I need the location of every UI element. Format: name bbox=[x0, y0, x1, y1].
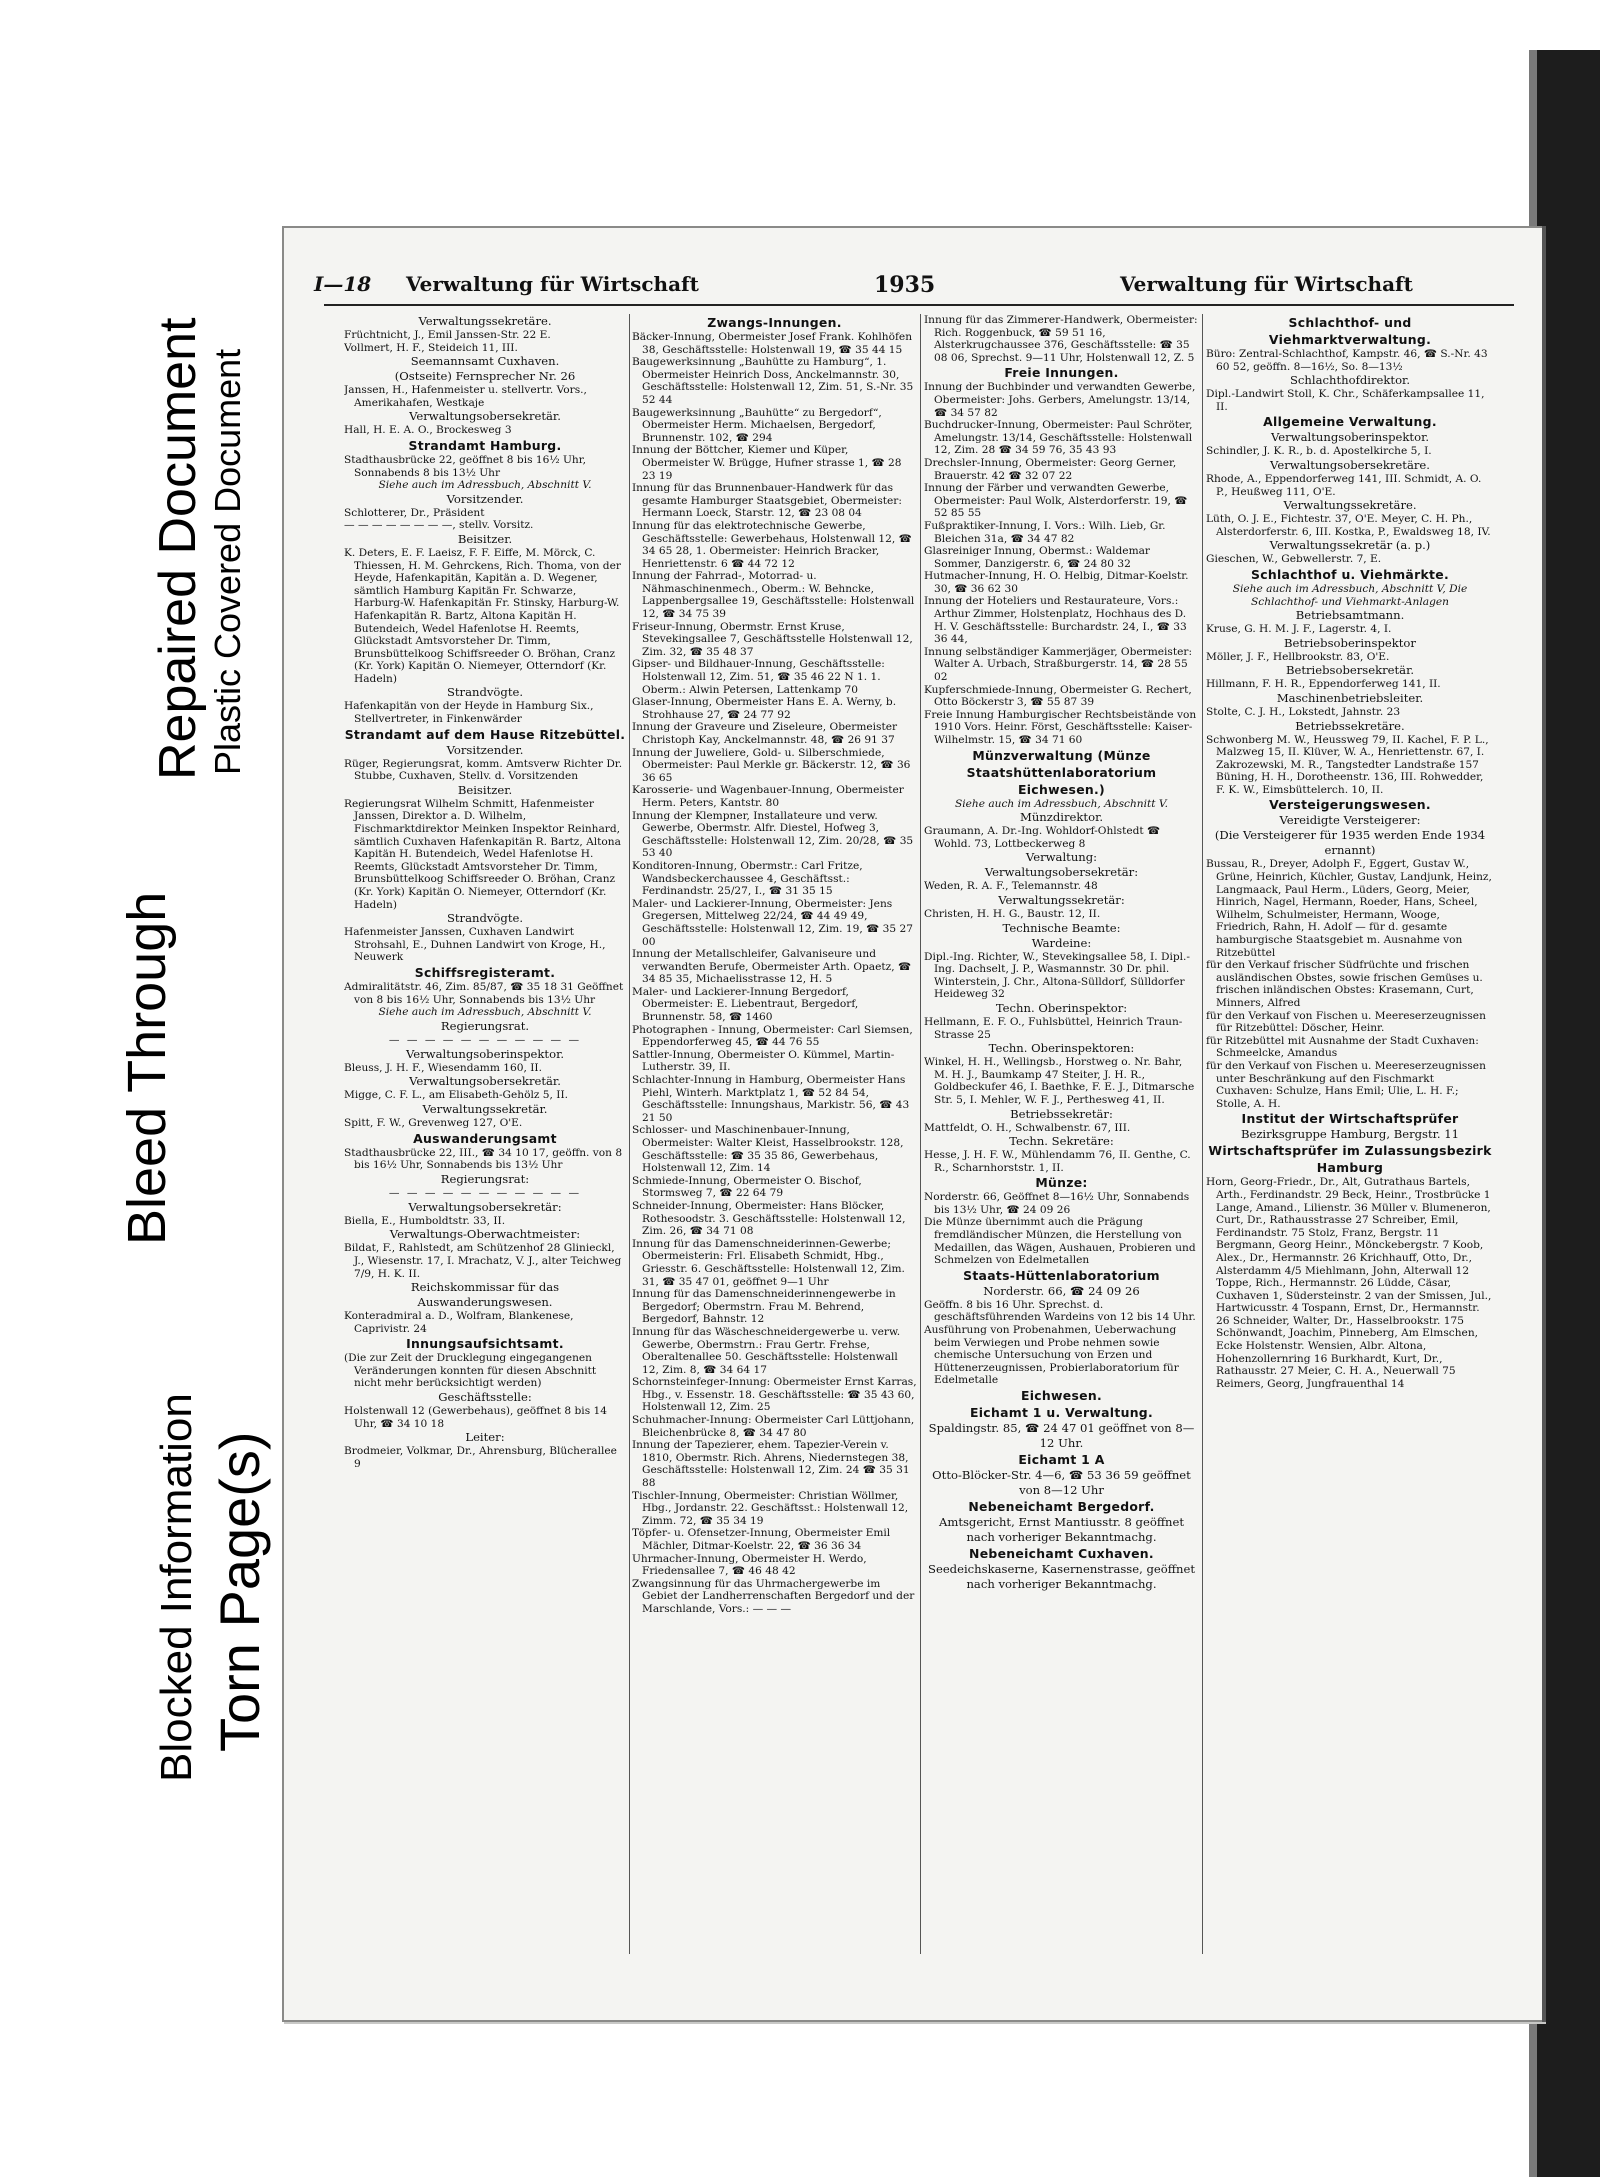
subheading: (Ostseite) Fernsprecher Nr. 26 bbox=[394, 369, 576, 384]
entry: Schindler, J. K. R., b. d. Apostelkirche 5, I. bbox=[1206, 445, 1432, 458]
entry: Brodmeier, Volkmar, Dr., Ahrensburg, Blücherallee 9 bbox=[344, 1445, 617, 1470]
entry: Tischler-Innung, Obermeister: Christian Wöllmer, Hbg., Jordanstr. 22. Geschäftsst.: Holstenwall 12, Zimm. 72, ☎ 35 34 19 bbox=[632, 1489, 909, 1527]
subheading: Verwaltungssekretär (a. p.) bbox=[1269, 538, 1431, 553]
entry: Schlotterer, Dr., Präsident bbox=[344, 506, 485, 519]
entry: Hall, H. E. A. O., Brockesweg 3 bbox=[344, 424, 512, 437]
subheading: Verwaltungsobersekretäre. bbox=[1270, 457, 1430, 472]
section-heading: Eichamt 1 A bbox=[1018, 1452, 1105, 1467]
entry: Hafenmeister Janssen, Cuxhaven Landwirt Strohsahl, E., Duhnen Landwirt von Kroge, H., Neuwerk bbox=[344, 926, 606, 964]
subheading: Vereidigte Versteigerer: bbox=[1279, 813, 1421, 828]
entry: Rüger, Regierungsrat, komm. Amtsverw Richter Dr. Stubbe, Cuxhaven, Stellv. d. Vorsitzenden bbox=[344, 757, 623, 783]
entry: Stolte, C. J. H., Lokstedt, Jahnstr. 23 bbox=[1206, 705, 1401, 718]
entry: für den Verkauf von Fischen u. Meereserzeugnissen für Ritzebüttel: Döscher, Heinr. bbox=[1206, 1009, 1486, 1035]
subheading: Regierungsrat: bbox=[440, 1171, 530, 1186]
column-divider bbox=[1202, 314, 1203, 1954]
subheading: (Die Versteigerer für 1935 werden Ende 1934 ernannt) bbox=[1214, 828, 1486, 858]
entry: Dipl.-Ing. Richter, W., Stevekingsallee 58, I. Dipl.-Ing. Dachselt, J. P., Wasmannstr. 30 Dr. phil. Winterstein, J. Chr., Altona-Sülldorf, Sülldorfer Heideweg 32 bbox=[924, 950, 1190, 1001]
column-divider bbox=[920, 314, 921, 1954]
scanned-page bbox=[282, 226, 1544, 2022]
entry: Hafenkapitän von der Heyde in Hamburg Six., Stellvertreter, in Finkenwärder bbox=[344, 700, 594, 726]
entry: Mattfeldt, O. H., Schwalbenstr. 67, III. bbox=[924, 1121, 1131, 1134]
entry: Stadthausbrücke 22, geöffnet 8 bis 16½ Uhr, Sonnabends 8 bis 13½ Uhr bbox=[344, 453, 587, 479]
subheading: Münzdirektor. bbox=[1019, 810, 1104, 825]
subheading: Maschinenbetriebsleiter. bbox=[1276, 690, 1424, 705]
entry: Biella, E., Humboldtstr. 33, II. bbox=[344, 1214, 506, 1227]
entry: Christen, H. H. G., Baustr. 12, II. bbox=[924, 907, 1101, 920]
entry: für Ritzebüttel mit Ausnahme der Stadt Cuxhaven: Schmeelcke, Amandus bbox=[1206, 1034, 1479, 1060]
subheading: Betriebsamtmann. bbox=[1295, 608, 1405, 623]
entry: Zwangsinnung für das Uhrmachergewerbe im Gebiet der Landherrenschaften Bergedorf und der Marschlande, Vors.: — — — bbox=[632, 1577, 915, 1615]
subheading: Beisitzer. bbox=[457, 782, 513, 797]
section-heading: Zwangs-Innungen. bbox=[707, 315, 842, 330]
entry: (Die zur Zeit der Drucklegung eingegangenen Veränderungen konnten für diesen Abschnitt nicht mehr berücksichtigt werden) bbox=[344, 1352, 597, 1390]
entry: Vollmert, H. F., Steideich 11, III. bbox=[344, 341, 518, 354]
entry: Kruse, G. H. M. J. F., Lagerstr. 4, I. bbox=[1206, 623, 1392, 636]
entry: für den Verkauf von Fischen u. Meereserzeugnissen unter Beschränkung auf den Fischmarkt Cuxhaven: Schulze, Hans Emil; Ulie, L. H. F.; Stolle, A. H. bbox=[1206, 1059, 1486, 1110]
header-title-right: Verwaltung für Wirtschaft bbox=[1120, 272, 1413, 296]
entry: Regierungsrat Wilhelm Schmitt, Hafenmeister Janssen, Direktor a. D. Wilhelm, Fischmarktdirektor Meinken Inspektor Reinhard, sämtlich Cuxhaven Hafenkapitän R. Bartz, Altona Kapitän H. Butendeich, Wedel Hafenlotse H. Reemts, Glückstadt Amtsvorsteher Dr. Timm, Brunsbüttelkoog Schiffsreeder O. Bröhan, Cranz (Kr. York) Kapitän O. Niemeyer, Otterndorf (Kr. Hadeln) bbox=[344, 797, 621, 911]
entry: Schneider-Innung, Obermeister: Hans Blöcker, Rothesoodstr. 3. Geschäftsstelle: Holstenwall 12, Zim. 26, ☎ 34 71 08 bbox=[632, 1199, 906, 1238]
entry: Winkel, H. H., Wellingsb., Horstweg o. Nr. Bahr, M. H. J., Baumkamp 47 Steiter, J. H. R., Goldbeckufer 46, I. Baethke, F. E. J., Ditmarsche Str. 5, I. Mehler, W. F. J., Perthesweg 41, II. bbox=[924, 1056, 1195, 1106]
entry: Innung für das Damenschneiderinnengewerbe in Bergedorf; Obermstrn. Frau M. Behrend, Bergedorf, Bahnstr. 12 bbox=[632, 1288, 896, 1326]
text-column-2 bbox=[632, 314, 917, 1964]
section-heading: Strandamt auf dem Hause Ritzebüttel. bbox=[344, 726, 626, 742]
entry: Janssen, H., Hafenmeister u. stellvertr. Vors., Amerikahafen, Westkaje bbox=[344, 384, 587, 409]
bleed-through-label: Bleed Through bbox=[117, 891, 177, 1245]
entry: für den Verkauf frischer Südfrüchte und frischen ausländischen Obstes, sowie frischen Gemüses u. frischen inländischen Obstes: Krasemann, Curt, Minners, Alfred bbox=[1206, 959, 1483, 1009]
subheading: Betriebsobersekretär. bbox=[1285, 663, 1415, 678]
subheading: Techn. Sekretäre: bbox=[1009, 1134, 1114, 1149]
section-heading: Münzverwaltung (Münze Staatshüttenlaboratorium Eichwesen.) bbox=[966, 747, 1157, 797]
entry: Baugewerksinnung „Bauhütte zu Hamburg“, 1. Obermeister Heinrich Doss, Anckelmannstr. 30, Geschäftsstelle: Holstenwall 12, Zim. 51, S.-Nr. 35 52 44 bbox=[632, 356, 914, 406]
subheading: Spaldingstr. 85, ☎ 24 47 01 geöffnet von 8—12 Uhr. bbox=[928, 1421, 1195, 1450]
entry: Innung der Klempner, Installateure und verw. Gewerbe, Obermstr. Alfr. Diestel, Hofweg 3, Geschäftsstelle: Holstenwall 12, Zim. 20/28, ☎ 35 53 40 bbox=[632, 809, 914, 860]
page-spine bbox=[1542, 226, 1546, 2022]
subheading: Wardeine: bbox=[1031, 935, 1092, 950]
vacant-line: — — — — — — — — — — — bbox=[388, 1033, 582, 1046]
text-column-4 bbox=[1206, 314, 1494, 1964]
cross-reference: Siehe auch im Adressbuch, Abschnitt V, Die Schlachthof- und Viehmarkt-Anlagen bbox=[1232, 582, 1468, 608]
subheading: Otto-Blöcker-Str. 4—6, ☎ 53 36 59 geöffnet von 8—12 Uhr bbox=[932, 1468, 1191, 1497]
entry: Innung der Färber und verwandten Gewerbe, Obermeister: Paul Wolk, Alsterdorferstr. 19, ☎ 52 85 55 bbox=[924, 482, 1188, 520]
entry: Ausführung von Probenahmen, Ueberwachung beim Verwiegen und Probe nehmen sowie chemische Untersuchung von Erzen und Hüttenerzeugnissen, Probierlaboratorium für Edelmetalle bbox=[924, 1324, 1179, 1387]
entry: Innung der Böttcher, Kiemer und Küper, Obermeister W. Brügge, Hufner strasse 1, ☎ 28 23 19 bbox=[632, 444, 902, 482]
entry: Freie Innung Hamburgischer Rechtsbeistände von 1910 Vors. Heinr. Först, Geschäftsstelle: Kaiser-Wilhelmstr. 15, ☎ 34 71 60 bbox=[924, 708, 1197, 746]
column-divider bbox=[629, 314, 630, 1954]
entry: Hellmann, E. F. O., Fuhlsbüttel, Heinrich Traun-Strasse 25 bbox=[924, 1015, 1183, 1041]
subheading: Betriebssekretär: bbox=[1010, 1106, 1113, 1121]
page-number: I—18 bbox=[314, 272, 372, 296]
subheading: Vorsitzender. bbox=[446, 491, 524, 506]
entry: Dipl.-Landwirt Stoll, K. Chr., Schäferkampsallee 11, II. bbox=[1206, 388, 1485, 413]
subheading: Norderstr. 66, ☎ 24 09 26 bbox=[983, 1283, 1140, 1298]
section-heading: Wirtschaftsprüfer im Zulassungsbezirk Hamburg bbox=[1208, 1143, 1492, 1176]
section-heading: Versteigerungswesen. bbox=[1269, 797, 1431, 813]
subheading: Bezirksgruppe Hamburg, Bergstr. 11 bbox=[1240, 1127, 1460, 1142]
entry: Hillmann, F. H. R., Eppendorferweg 141, II. bbox=[1206, 678, 1441, 691]
entry: Holstenwall 12 (Gewerbehaus), geöffnet 8 bis 14 Uhr, ☎ 34 10 18 bbox=[344, 1405, 607, 1430]
subheading: Verwaltungssekretär. bbox=[422, 1101, 548, 1116]
entry: Norderstr. 66, Geöffnet 8—16½ Uhr, Sonnabends bis 13½ Uhr, ☎ 24 09 26 bbox=[924, 1191, 1190, 1216]
subheading: Betriebssekretäre. bbox=[1295, 718, 1405, 733]
entry: Buchdrucker-Innung, Obermeister: Paul Schröter, Amelungstr. 13/14, Geschäftsstelle: Holstenwall 12, Zim. 28 ☎ 34 59 76, 35 43 93 bbox=[924, 419, 1193, 457]
subheading: Technische Beamte: bbox=[1002, 920, 1121, 935]
entry: Schuhmacher-Innung: Obermeister Carl Lüttjohann, Bleichenbrücke 8, ☎ 34 47 80 bbox=[632, 1414, 915, 1439]
section-heading: Nebeneichamt Bergedorf. bbox=[968, 1499, 1155, 1514]
entry: Büro: Zentral-Schlachthof, Kampstr. 46, ☎ S.-Nr. 43 60 52, geöffn. 8—16½, So. 8—13½ bbox=[1206, 348, 1488, 373]
entry: Maler- und Lackierer-Innung Bergedorf, Obermeister: E. Liebentraut, Bergedorf, Brunnenstr. 58, ☎ 1460 bbox=[632, 985, 859, 1024]
entry: Schlosser- und Maschinenbauer-Innung, Obermeister: Walter Kleist, Hasselbrookstr. 128, Geschäftsstelle: ☎ 35 35 86, Gewerbehaus, Holstenwall 12, Zim. 14 bbox=[632, 1124, 904, 1175]
entry: Gieschen, W., Gebwellerstr. 7, E. bbox=[1206, 553, 1382, 566]
cross-reference: Siehe auch im Adressbuch, Abschnitt V. bbox=[378, 1006, 592, 1019]
subheading: Techn. Oberinspektoren: bbox=[988, 1041, 1135, 1056]
subheading: Verwaltungs-Oberwachtmeister: bbox=[389, 1227, 581, 1242]
entry: Graumann, A. Dr.-Ing. Wohldorf-Ohlstedt ☎ Wohld. 73, Lottbeckerweg 8 bbox=[924, 825, 1161, 850]
entry: — — — — — — — —, stellv. Vorsitz. bbox=[344, 519, 534, 532]
section-heading: Münze: bbox=[1035, 1175, 1088, 1191]
entry: Möller, J. F., Hellbrookstr. 83, O'E. bbox=[1206, 650, 1390, 663]
entry: Spitt, F. W., Grevenweg 127, O'E. bbox=[344, 1116, 523, 1129]
entry: Innung für das Wäscheschneidergewerbe u. verw. Gewerbe, Obermstrn.: Frau Gertr. Frehse, Oberaltenallee 50. Geschäftsstelle: Holstenwall 12, Zim. 8, ☎ 34 64 17 bbox=[632, 1325, 901, 1376]
section-heading: Schlachthof- und Viehmarktverwaltung. bbox=[1268, 315, 1432, 347]
section-heading: Eichwesen. bbox=[1020, 1388, 1103, 1403]
subheading: Verwaltungsoberinspektor. bbox=[1270, 430, 1430, 445]
scan-edge bbox=[1537, 50, 1600, 2177]
entry: Drechsler-Innung, Obermeister: Georg Gerner, Brauerstr. 42 ☎ 32 07 22 bbox=[924, 456, 1177, 482]
entry: Schwonberg M. W., Heussweg 79, II. Kachel, F. P. L., Malzweg 15, II. Klüver, W. A., Henriettenstr. 67, I. Zakrozewski, M. R., Tangstedter Landstraße 157 Büning, H. H., Dorotheenstr. 136, III. Rohwedder, F. K. W., Eimsbüttelerch. 10, II. bbox=[1206, 733, 1489, 796]
entry: Sattler-Innung, Obermeister O. Kümmel, Martin-Lutherstr. 39, II. bbox=[632, 1048, 895, 1074]
entry: Innung der Hoteliers und Restaurateure, Vors.: Arthur Zimmer, Holstenplatz, Hochhaus des D. H. V. Geschäftsstelle: Burchardstr. 24, I., ☎ 33 36 44, bbox=[924, 595, 1187, 646]
subheading: Techn. Oberinspektor: bbox=[995, 1000, 1128, 1015]
section-heading: Schiffsregisteramt. bbox=[414, 964, 556, 980]
entry: Friseur-Innung, Obermstr. Ernst Kruse, Stevekingsallee 7, Geschäftsstelle Holstenwall 12, Zim. 32, ☎ 35 48 37 bbox=[632, 620, 913, 658]
entry: Maler- und Lackierer-Innung, Obermeister: Jens Gregersen, Mittelweg 22/24, ☎ 44 49 49, Geschäftsstelle: Holstenwall 12, Zim. 19, ☎ 35 27 00 bbox=[632, 897, 913, 948]
section-heading: Schlachthof u. Viehmärkte. bbox=[1251, 566, 1449, 582]
subheading: Verwaltungssekretäre. bbox=[1283, 498, 1417, 513]
entry: Stadthausbrücke 22, III., ☎ 34 10 17, geöffn. von 8 bis 16½ Uhr, Sonnabends bis 13½ Uhr bbox=[344, 1146, 623, 1172]
section-heading: Strandamt Hamburg. bbox=[408, 437, 562, 453]
entry: Horn, Georg-Friedr., Dr., Alt, Gutrathaus Bartels, Arth., Ferdinandstr. 29 Beck, Heinr., Trostbrücke 1 Lange, Amand., Lilienstr. 36 Müller v. Blumeneron, Curt, Dr., Rathausstrasse 27 Schreiber, Emil, Ferdinandstr. 75 Stolz, Franz, Bergstr. 11 Bergmann, Georg Heinr., Mönckebergstr. 7 Koob, Alex., Dr., Hermannstr. 26 Krichhauff, Otto, Dr., Alsterdamm 4/5 Miehlmann, John, Alterwall 12 Toppe, Rich., Hermannstr. 26 Lüdde, Cäsar, Cuxhaven 1, Südersteinstr. 2 van der Smissen, Jul., Hartwicusstr. 4 Tospann, Ernst, Dr., Hermannstr. 26 Schneider, Walter, Dr., Hasselbrookstr. 175 Schönwandt, Joachim, Pinneberg, Am Elmschen, Ecke Holstenstr. Wensien, Albr. Altona, Hohenzollernring 16 Burkhardt, Kurt, Dr., Rathausstr. 27 Meier, C. H. A., Neuerwall 75 Reimers, Georg, Jungfrauenthal 14 bbox=[1206, 1176, 1492, 1390]
section-heading: Innungsaufsichtsamt. bbox=[406, 1336, 564, 1352]
subheading: Seemannsamt Cuxhaven. bbox=[410, 354, 560, 369]
entry: Migge, C. F. L., am Elisabeth-Gehölz 5, II. bbox=[344, 1089, 569, 1102]
entry: Admiralitätstr. 46, Zim. 85/87, ☎ 35 18 31 Geöffnet von 8 bis 16½ Uhr, Sonnabends bis 13½ Uhr bbox=[344, 980, 624, 1006]
entry: Glasreiniger Innung, Obermst.: Waldemar Sommer, Danzigerstr. 6, ☎ 24 80 32 bbox=[924, 545, 1151, 570]
subheading: Beisitzer. bbox=[457, 531, 513, 546]
text-column-3 bbox=[924, 314, 1199, 1964]
section-heading: Institut der Wirtschaftsprüfer bbox=[1241, 1111, 1459, 1127]
entry: Fußpraktiker-Innung, I. Vors.: Wilh. Lieb, Gr. Bleichen 31a, ☎ 34 47 82 bbox=[924, 519, 1166, 545]
subheading: Strandvögte. bbox=[446, 685, 524, 700]
entry: Weden, R. A. F., Telemannstr. 48 bbox=[924, 880, 1098, 893]
entry: Konteradmiral a. D., Wolfram, Blankenese, Caprivistr. 24 bbox=[344, 1310, 574, 1335]
section-heading: Auswanderungsamt bbox=[413, 1130, 557, 1146]
entry: Innung für das Zimmerer-Handwerk, Obermeister: Rich. Roggenbuck, ☎ 59 51 16, Alsterkrugchaussee 376, Geschäftsstelle: ☎ 35 08 06, Sprechst. 9—11 Uhr, Holstenwall 12, Z. 5 bbox=[924, 314, 1198, 364]
blocked-information-label: Blocked Information bbox=[152, 1393, 201, 1782]
vacant-line: — — — — — — — — — — — bbox=[388, 1186, 582, 1199]
entry: Glaser-Innung, Obermeister Hans E. A. Werny, b. Strohhause 27, ☎ 24 77 92 bbox=[632, 696, 897, 721]
subheading: Vorsitzender. bbox=[446, 742, 524, 757]
entry: Schornsteinfeger-Innung: Obermeister Ernst Karras, Hbg., v. Essenstr. 18. Geschäftsstelle: ☎ 35 43 60, Holstenwall 12, Zim. 25 bbox=[632, 1376, 917, 1414]
entry: Die Münze übernimmt auch die Prägung fremdländischer Münzen, die Herstellung von Medaillen, das Wägen, Aushauen, Probieren und Schmelzen von Edelmetallen bbox=[924, 1216, 1196, 1267]
section-heading: Freie Innungen. bbox=[1004, 365, 1119, 381]
entry: Bildat, F., Rahlstedt, am Schützenhof 28 Glinieckl, J., Wiesenstr. 17, I. Mrachatz, V. J., alter Teichweg 7/9, H. K. II. bbox=[344, 1242, 622, 1280]
cross-reference: Siehe auch im Adressbuch, Abschnitt V. bbox=[378, 479, 592, 492]
subheading: Verwaltungsobersekretär. bbox=[409, 1074, 561, 1089]
entry: Innung der Buchbinder und verwandten Gewerbe, Obermeister: Johs. Gerbers, Amelungstr. 13/14, ☎ 34 57 82 bbox=[924, 381, 1196, 419]
entry: Lüth, O. J. E., Fichtestr. 37, O'E. Meyer, C. H. Ph., Alsterdorferstr. 6, III. Kostka, P., Ewaldsweg 18, IV. bbox=[1206, 513, 1491, 538]
entry: Hutmacher-Innung, H. O. Helbig, Ditmar-Koelstr. 30, ☎ 36 62 30 bbox=[924, 570, 1189, 595]
section-heading: Allgemeine Verwaltung. bbox=[1263, 414, 1437, 430]
entry: Konditoren-Innung, Obermstr.: Carl Fritze, Wandsbeckerchaussee 4, Geschäftsst.: Ferdinandstr. 25/27, I., ☎ 31 35 15 bbox=[632, 859, 863, 898]
entry: Innung der Tapezierer, ehem. Tapezier-Verein v. 1810, Obermstr. Rich. Ahrens, Niedernstegen 38, Geschäftsstelle: Holstenwall 12, Zim. 24 ☎ 35 31 88 bbox=[632, 1439, 910, 1490]
header-title-left: Verwaltung für Wirtschaft bbox=[406, 272, 699, 296]
section-heading: Staats-Hüttenlaboratorium bbox=[963, 1267, 1160, 1283]
entry: Geöffn. 8 bis 16 Uhr. Sprechst. d. geschäftsführenden Wardeins von 12 bis 14 Uhr. bbox=[924, 1298, 1196, 1324]
subheading: Verwaltungsobersekretär. bbox=[409, 409, 561, 424]
entry: Bleuss, J. H. F., Wiesendamm 160, II. bbox=[344, 1061, 542, 1074]
section-heading: Nebeneichamt Cuxhaven. bbox=[969, 1546, 1154, 1561]
repaired-document-label: Repaired Document bbox=[149, 317, 207, 780]
entry: Baugewerksinnung „Bauhütte“ zu Bergedorf“, Obermeister Herm. Michaelsen, Bergedorf, Brunnenstr. 102, ☎ 294 bbox=[632, 406, 882, 444]
entry: Uhrmacher-Innung, Obermeister H. Werdo, Friedensallee 7, ☎ 46 48 42 bbox=[632, 1552, 867, 1578]
subheading: Verwaltungsobersekretär: bbox=[408, 1199, 562, 1214]
subheading: Seedeichskaserne, Kasernenstrasse, geöffnet nach vorheriger Bekanntmachg. bbox=[928, 1562, 1195, 1591]
subheading: Strandvögte. bbox=[446, 911, 524, 926]
subheading: Leiter: bbox=[465, 1430, 505, 1445]
plastic-covered-label: Plastic Covered Document bbox=[207, 348, 248, 775]
entry: Innung für das Damenschneiderinnen-Gewerbe; Obermeisterin: Frl. Elisabeth Schmidt, Hbg., Griesstr. 6. Geschäftsstelle: Holstenwall 12, Zim. 31, ☎ 35 47 01, geöffnet 9—1 Uhr bbox=[632, 1237, 905, 1288]
entry: Schmiede-Innung, Obermeister O. Bischof, Stormsweg 7, ☎ 22 64 79 bbox=[632, 1174, 862, 1200]
subheading: Verwaltungsobersekretär: bbox=[984, 865, 1139, 880]
subheading: Regierungsrat. bbox=[440, 1018, 530, 1033]
entry: Innung selbständiger Kammerjäger, Obermeister: Walter A. Urbach, Straßburgerstr. 14, ☎ 28 55 02 bbox=[924, 645, 1193, 684]
subheading: Verwaltungssekretäre. bbox=[418, 314, 552, 328]
entry: Innung der Metallschleifer, Galvaniseure und verwandten Berufe, Obermeister Arth. Opaetz, ☎ 34 85 35, Michaelisstrasse 12, H. 5 bbox=[632, 948, 912, 986]
entry: Photographen - Innung, Obermeister: Carl Siemsen, Eppendorferweg 45, ☎ 44 76 55 bbox=[632, 1023, 913, 1049]
entry: Rhode, A., Eppendorferweg 141, III. Schmidt, A. O. P., Heußweg 111, O'E. bbox=[1206, 472, 1482, 498]
entry: Gipser- und Bildhauer-Innung, Geschäftsstelle: Holstenwall 12, Zim. 51, ☎ 35 46 22 N 1. 1. Oberm.: Alwin Petersen, Lattenkamp 70 bbox=[632, 658, 885, 696]
text-column-1 bbox=[344, 314, 626, 1964]
entry: K. Deters, E. F. Laeisz, F. F. Eiffe, M. Mörck, C. Thiessen, H. M. Gehrckens, Rich. Thoma, von der Heyde, Hafenkapitän, Kapitän a. D. Wegener, sämtlich Hamburg Kapitän Fr. Schwarze, Harburg-W. Hafenkapitän Fr. Stinsky, Harburg-W. Hafenkapitän R. Bartz, Altona Kapitän H. Butendeich, Wedel Hafenlotse H. Reemts, Glückstadt Amtsvorsteher Dr. Timm, Brunsbüttelkoog Schiffsreeder O. Bröhan, Cranz (Kr. York) Kapitän O. Niemeyer, Otterndorf (Kr. Hadeln) bbox=[344, 546, 621, 685]
entry: Innung für das Brunnenbauer-Handwerk für das gesamte Hamburger Staatsgebiet, Obermeister: Hermann Loeck, Starstr. 12, ☎ 23 08 04 bbox=[632, 482, 902, 520]
entry: Hesse, J. H. F. W., Mühlendamm 76, II. Genthe, C. R., Scharnhorststr. 1, II. bbox=[924, 1149, 1191, 1174]
subheading: Geschäftsstelle: bbox=[438, 1390, 532, 1405]
entry: Bäcker-Innung, Obermeister Josef Frank. Kohlhöfen 38, Geschäftsstelle: Holstenwall 19, ☎ 35 44 15 bbox=[632, 331, 913, 356]
entry: Innung der Fahrrad-, Motorrad- u. Nähmaschinenmech., Oberm.: W. Behncke, Lappenbergsallee 19, Geschäftsstelle: Holstenwall 12, ☎ 34 75 39 bbox=[632, 570, 915, 621]
section-heading: Eichamt 1 u. Verwaltung. bbox=[970, 1405, 1153, 1420]
subheading: Betriebsoberinspektor bbox=[1284, 635, 1416, 650]
entry: Schlachter-Innung in Hamburg, Obermeister Hans Piehl, Winterh. Marktplatz 1, ☎ 52 84 54, Geschäftsstelle: Innungshaus, Markistr. 56, ☎ 43 21 50 bbox=[632, 1074, 910, 1124]
subheading: Verwaltung: bbox=[1025, 850, 1098, 865]
entry: Karosserie- und Wagenbauer-Innung, Obermeister Herm. Peters, Kantstr. 80 bbox=[632, 784, 904, 809]
entry: Innung der Graveure und Ziseleure, Obermeister Christoph Kay, Anckelmannstr. 48, ☎ 26 91 37 bbox=[632, 721, 898, 746]
subheading: Reichskommissar für das Auswanderungswesen. bbox=[410, 1280, 560, 1310]
entry: Früchtnicht, J., Emil Janssen-Str. 22 E. bbox=[344, 329, 551, 341]
entry: Innung für das elektrotechnische Gewerbe, Geschäftsstelle: Gewerbehaus, Holstenwall 12, ☎ 34 65 28, 1. Obermeister: Heinrich Bracker, Henriettenstr. 6 ☎ 44 72 12 bbox=[632, 519, 912, 570]
subheading: Schlachthofdirektor. bbox=[1289, 373, 1411, 388]
header-rule bbox=[324, 304, 1514, 306]
entry: Innung der Juweliere, Gold- u. Silberschmiede, Obermeister: Paul Merkle gr. Bäckerstr. 12, ☎ 36 36 65 bbox=[632, 746, 911, 784]
entry: Kupferschmiede-Innung, Obermeister G. Rechert, Otto Böckerstr 3, ☎ 55 87 39 bbox=[924, 683, 1192, 709]
page-header bbox=[314, 272, 1514, 300]
header-year: 1935 bbox=[874, 272, 936, 298]
cross-reference: Siehe auch im Adressbuch, Abschnitt V. bbox=[954, 797, 1169, 810]
subheading: Amtsgericht, Ernst Mantiusstr. 8 geöffnet nach vorheriger Bekanntmachg. bbox=[938, 1515, 1185, 1544]
entry: Töpfer- u. Ofensetzer-Innung, Obermeister Emil Mächler, Ditmar-Koelstr. 22, ☎ 36 36 34 bbox=[632, 1527, 891, 1552]
torn-pages-label: Torn Page(s) bbox=[208, 1431, 271, 1752]
subheading: Verwaltungsoberinspektor. bbox=[405, 1046, 565, 1061]
subheading: Verwaltungssekretär: bbox=[998, 892, 1125, 907]
entry: Bussau, R., Dreyer, Adolph F., Eggert, Gustav W., Grüne, Heinrich, Küchler, Gustav, Landjunk, Heinz, Langmaack, Paul Herm., Lüders, Georg, Meier, Hinrich, Nagel, Hermann, Roeder, Hans, Scheel, Wilhelm, Schulmeister, Hermann, Wooge, Friedrich, Rahn, H. Adolf — für d. gesamte hamburgische Staatsgebiet m. Ausnahme von Ritzebüttel bbox=[1206, 858, 1492, 959]
